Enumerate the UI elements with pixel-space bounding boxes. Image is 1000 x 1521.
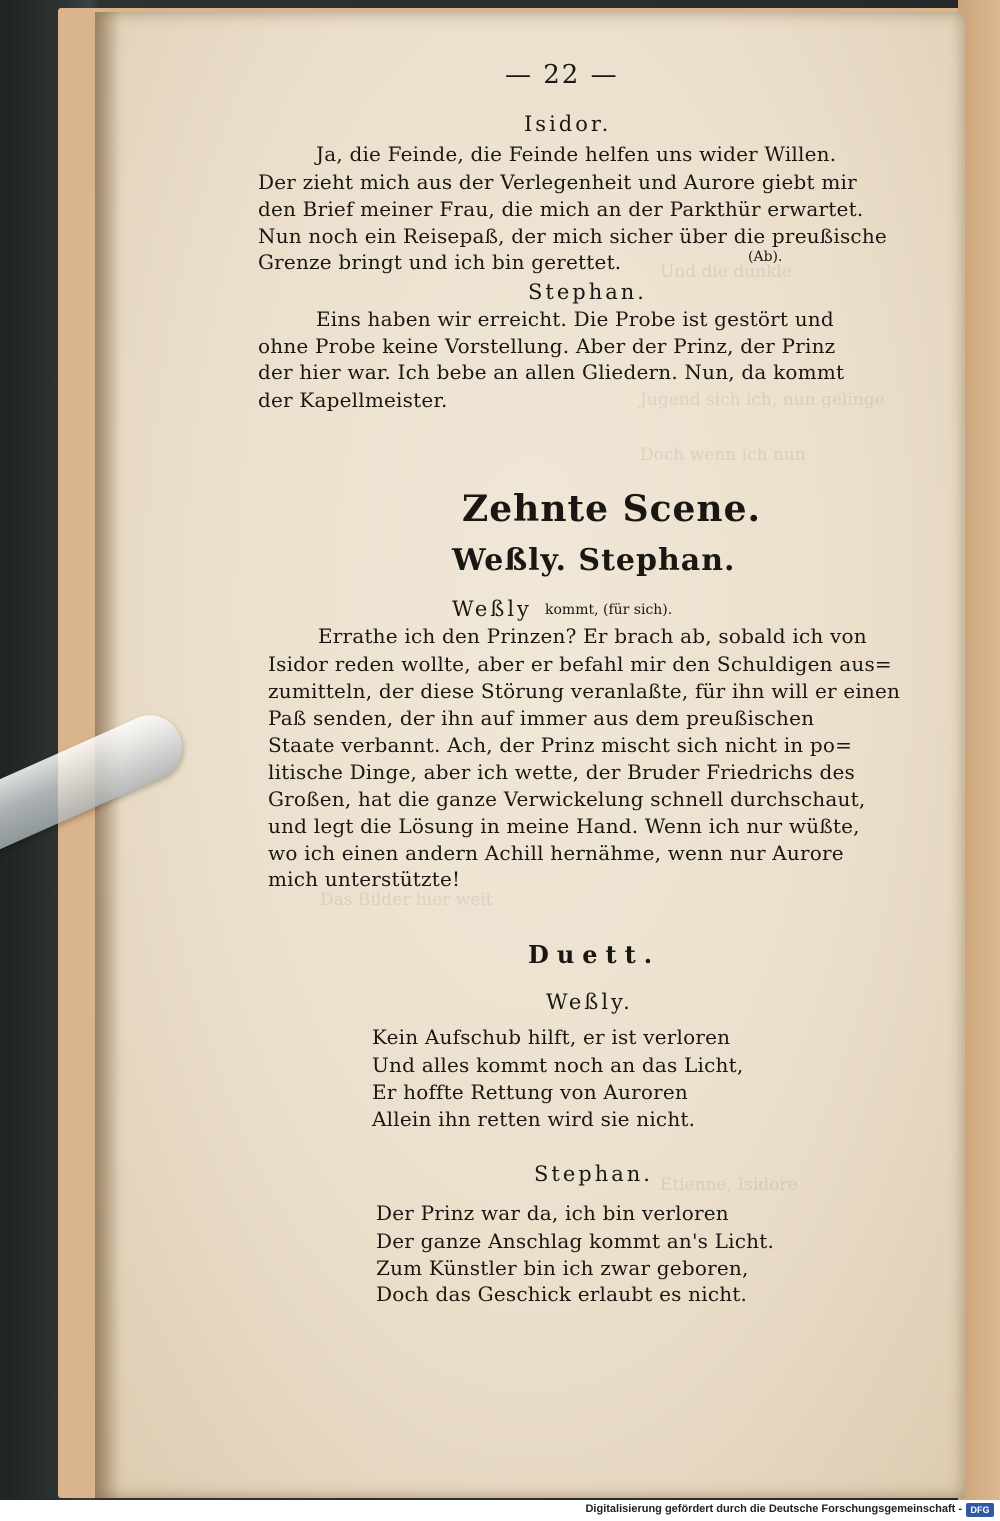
text-line: und legt die Lösung in meine Hand. Wenn ich nur wüßte, [268,814,860,838]
page-number: — 22 — [505,60,619,90]
verse-line: Der Prinz war da, ich bin verloren [376,1201,729,1225]
text-line: Errathe ich den Prinzen? Er brach ab, sobald ich von [318,624,867,648]
show-through-text: Und die dunkle [660,262,792,282]
text-line: Grenze bringt und ich bin gerettet. [258,250,622,274]
stage-direction: (Ab). [748,249,783,265]
speaker-stephan: Stephan. [534,1162,653,1186]
text-line: zumitteln, der diese Störung veranlaßte, für ihn will er einen [268,679,901,703]
verse-line: Zum Künstler bin ich zwar geboren, [376,1256,749,1280]
verse-line: Doch das Geschick erlaubt es nicht. [376,1282,748,1306]
text-line: Paß senden, der ihn auf immer aus dem preußischen [268,706,815,730]
text-line: wo ich einen andern Achill hernähme, wenn nur Aurore [268,841,844,865]
text-line: der hier war. Ich bebe an allen Gliedern. Nun, da kommt [258,360,845,384]
stage-direction: kommt, (für sich). [545,602,673,618]
verse-line: Kein Aufschub hilft, er ist verloren [372,1025,731,1049]
show-through-text: Doch wenn ich nun [640,445,806,465]
text-line: Ja, die Feinde, die Feinde helfen uns wider Willen. [316,142,837,166]
text-line: Eins haben wir erreicht. Die Probe ist gestört und [316,307,834,331]
speaker-isidor: Isidor. [524,112,612,136]
text-line: litische Dinge, aber ich wette, der Bruder Friedrichs des [268,760,856,784]
verse-line: Der ganze Anschlag kommt an's Licht. [376,1229,775,1253]
text-line: Großen, hat die ganze Verwickelung schnell durchschaut, [268,787,866,811]
show-through-text: Jugend sich ich, nun gelinge [640,390,885,410]
scene-title: Zehnte Scene. [462,488,762,530]
text-line: Staate verbannt. Ach, der Prinz mischt sich nicht in po= [268,733,853,757]
dfg-logo: DFG [966,1503,994,1517]
scene-characters: Weßly. Stephan. [452,543,736,578]
text-line: Isidor reden wollte, aber er befahl mir den Schuldigen aus= [268,652,892,676]
text-line: der Kapellmeister. [258,388,448,412]
speaker-wessly: Weßly [452,597,532,621]
text-line: Der zieht mich aus der Verlegenheit und Aurore giebt mir [258,170,857,194]
speaker-stephan: Stephan. [528,280,647,304]
verse-line: Er hoffte Rettung von Auroren [372,1080,688,1104]
verse-line: Allein ihn retten wird sie nicht. [372,1107,696,1131]
show-through-text: Das Bilder hier weit [320,890,493,910]
funding-credit: Digitalisierung gefördert durch die Deutsche Forschungsgemeinschaft - [585,1503,962,1515]
show-through-text: Etienne, Isidore [660,1175,798,1195]
text-line: mich unterstützte! [268,867,461,891]
speaker-wessly: Weßly. [546,990,633,1014]
text-line: den Brief meiner Frau, die mich an der Parkthür erwartet. [258,197,864,221]
duett-title: Duett. [528,940,661,969]
verse-line: Und alles kommt noch an das Licht, [372,1053,744,1077]
text-line: Nun noch ein Reisepaß, der mich sicher über die preußische [258,224,887,248]
text-line: ohne Probe keine Vorstellung. Aber der Prinz, der Prinz [258,334,836,358]
